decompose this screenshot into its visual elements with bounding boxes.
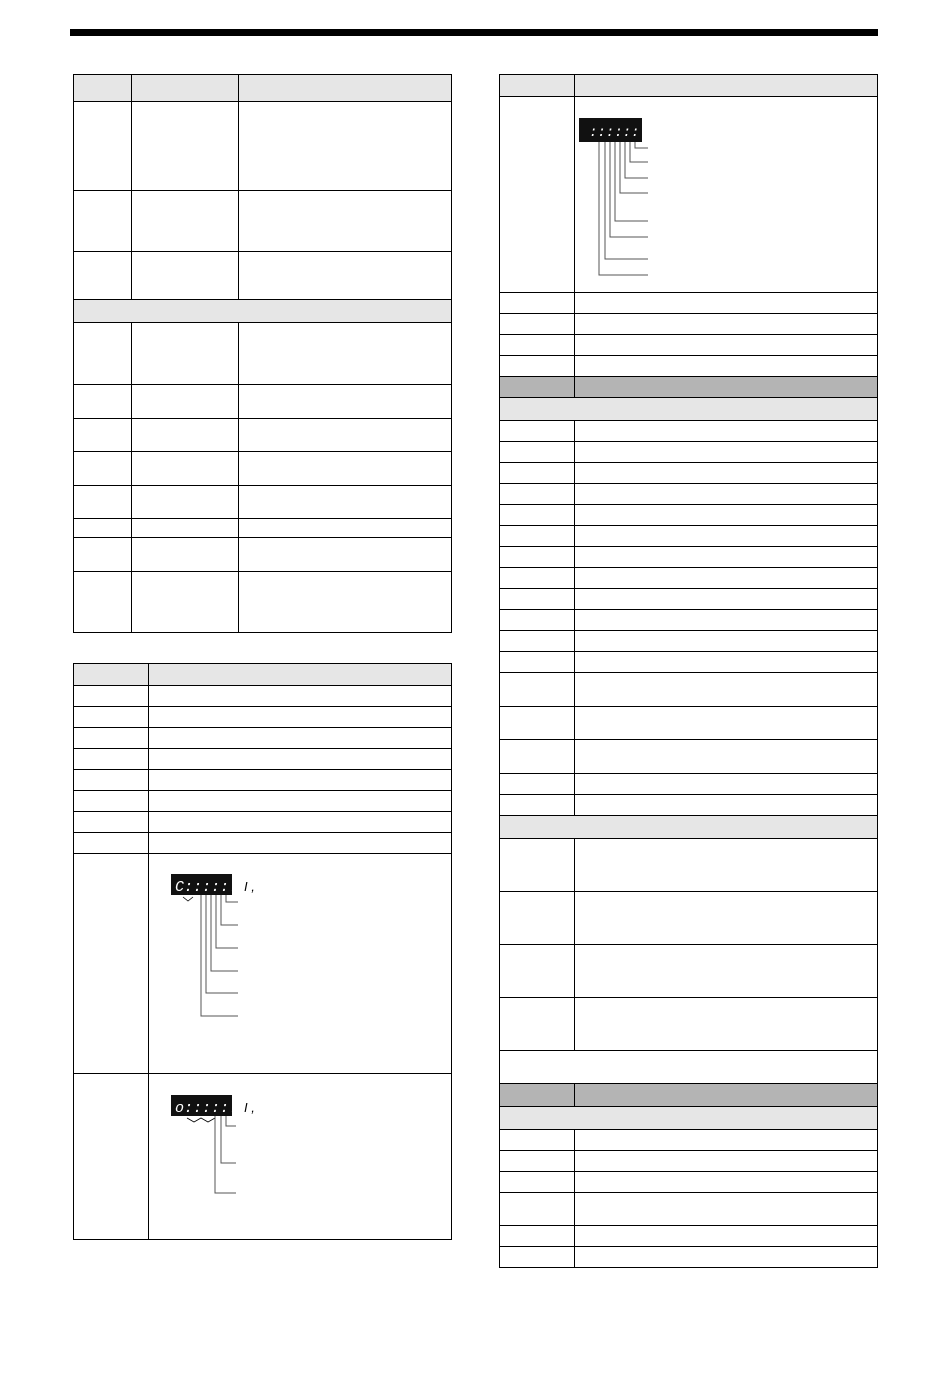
table-row: [500, 795, 878, 816]
table-header-row: [500, 75, 878, 97]
table-row-diagram-1: [74, 854, 452, 1074]
table-row: [500, 892, 878, 945]
table-row: [500, 707, 878, 740]
table-row: [500, 526, 878, 547]
table-row: [500, 442, 878, 463]
table-row: [500, 335, 878, 356]
table-row-diagram-2: [74, 1074, 452, 1240]
table-header-row: [500, 1084, 878, 1107]
table-section-row: [500, 1107, 878, 1130]
left-table-1: [73, 74, 452, 633]
table-section-row: [500, 816, 878, 839]
table-row: [74, 385, 452, 419]
table-row-diagram-3: [500, 97, 878, 293]
table-row: [74, 191, 452, 252]
table-row: [74, 770, 452, 791]
left-table-2: [73, 663, 452, 1240]
display-diagram-1: [149, 854, 449, 1072]
table-row: [500, 839, 878, 892]
table-header-row: [74, 75, 452, 102]
table-note-row: [500, 1051, 878, 1084]
page-top-rule: [70, 29, 878, 36]
table-row: [500, 945, 878, 998]
table-row: [500, 463, 878, 484]
table-header-row: [500, 377, 878, 398]
table-row: [500, 589, 878, 610]
table-row: [500, 505, 878, 526]
table-row: [500, 1151, 878, 1172]
table-row: [74, 812, 452, 833]
table-row: [500, 1130, 878, 1151]
lcd-text: ::::::: [589, 125, 640, 141]
table-row: [74, 728, 452, 749]
table-row: [74, 419, 452, 452]
table-section-row: [74, 300, 452, 323]
lcd-side-text: I ,: [244, 879, 255, 894]
table-header-row: [74, 664, 452, 686]
lcd-side-text: I ,: [244, 1100, 255, 1115]
right-table-1: [499, 74, 878, 1268]
table-section-row: [500, 398, 878, 421]
table-row: [74, 833, 452, 854]
table-row: [74, 791, 452, 812]
table-row: [500, 673, 878, 707]
table-row: [74, 572, 452, 633]
table-row: [500, 1226, 878, 1247]
table-row: [74, 686, 452, 707]
callout-lines: [599, 142, 648, 275]
table-row: [500, 740, 878, 774]
callout-lines: [201, 895, 238, 1016]
table-row: [500, 610, 878, 631]
table-row: [500, 568, 878, 589]
table-row: [500, 314, 878, 335]
display-diagram-2: [149, 1074, 449, 1238]
table-row: [500, 421, 878, 442]
table-row: [74, 486, 452, 519]
table-row: [500, 774, 878, 795]
table-row: [74, 519, 452, 538]
lcd-text: C::::::: [175, 879, 239, 896]
table-row: [500, 356, 878, 377]
table-row: [74, 749, 452, 770]
table-row: [500, 1172, 878, 1193]
table-row: [500, 293, 878, 314]
lcd-text: o::::::: [175, 1100, 239, 1117]
table-row: [500, 998, 878, 1051]
table-row: [500, 547, 878, 568]
table-row: [74, 323, 452, 385]
table-row: [500, 652, 878, 673]
table-row: [74, 452, 452, 486]
table-row: [74, 538, 452, 572]
table-row: [74, 102, 452, 191]
table-row: [500, 484, 878, 505]
display-diagram-3: [575, 97, 875, 291]
table-row: [74, 252, 452, 300]
callout-lines: [215, 1116, 236, 1193]
table-row: [500, 631, 878, 652]
table-row: [500, 1247, 878, 1268]
table-row: [74, 707, 452, 728]
table-row: [500, 1193, 878, 1226]
